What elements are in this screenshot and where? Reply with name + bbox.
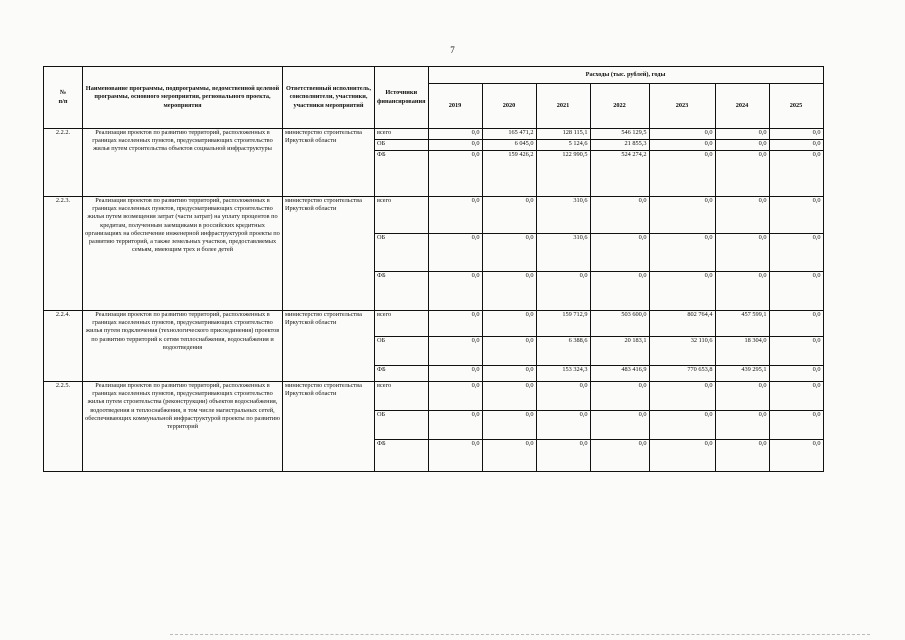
measure-name: Реализация проектов по развитию территорий, расположенных в границах населенных пунктов, предусматривающих строительство жилья путем строительства объектов социальной инфраструктуры [83, 129, 283, 197]
measure-name: Реализация проектов по развитию территорий, расположенных в границах населенных пунктов, предусматривающих строительство жилья путем строительства (реконструкции) объектов водоснабжения, водоотведения и теплоснабжения, в том числе магистральных сетей, обеспечивающих коммунальной инфраструктурой проекты по развитию территорий [83, 382, 283, 472]
executor-cell: министерство строительства Иркутской области [283, 129, 375, 197]
table-row [44, 129, 824, 140]
header-year: 2025 [769, 84, 823, 129]
amount-cell: 770 653,8 [649, 366, 715, 382]
row-index: 2.2.5. [44, 382, 83, 472]
amount-cell: 0,0 [715, 382, 769, 411]
amount-cell: 0,0 [482, 311, 536, 337]
funding-source: всего [375, 197, 429, 234]
executor-cell: министерство строительства Иркутской области [283, 197, 375, 311]
amount-cell: 0,0 [536, 440, 590, 472]
amount-cell: 0,0 [769, 440, 823, 472]
amount-cell: 0,0 [428, 382, 482, 411]
amount-cell: 0,0 [715, 411, 769, 440]
amount-cell: 0,0 [649, 140, 715, 151]
amount-cell: 18 304,0 [715, 337, 769, 366]
header-year: 2021 [536, 84, 590, 129]
amount-cell: 0,0 [428, 140, 482, 151]
amount-cell: 159 712,9 [536, 311, 590, 337]
amount-cell: 0,0 [590, 272, 649, 311]
header-year: 2022 [590, 84, 649, 129]
amount-cell: 0,0 [649, 151, 715, 197]
table-body [44, 129, 824, 472]
amount-cell: 0,0 [590, 197, 649, 234]
amount-cell: 0,0 [428, 440, 482, 472]
amount-cell: 0,0 [649, 197, 715, 234]
amount-cell: 0,0 [482, 197, 536, 234]
header-year: 2023 [649, 84, 715, 129]
amount-cell: 0,0 [715, 234, 769, 272]
funding-source: ОБ [375, 337, 429, 366]
amount-cell: 0,0 [536, 272, 590, 311]
amount-cell: 0,0 [482, 440, 536, 472]
amount-cell: 0,0 [482, 337, 536, 366]
amount-cell: 128 115,1 [536, 129, 590, 140]
funding-source: всего [375, 129, 429, 140]
amount-cell: 159 426,2 [482, 151, 536, 197]
amount-cell: 20 183,1 [590, 337, 649, 366]
executor-cell: министерство строительства Иркутской области [283, 311, 375, 382]
amount-cell: 0,0 [428, 337, 482, 366]
amount-cell: 0,0 [428, 411, 482, 440]
amount-cell: 483 416,9 [590, 366, 649, 382]
amount-cell: 0,0 [769, 311, 823, 337]
amount-cell: 0,0 [482, 411, 536, 440]
table-row [44, 382, 824, 411]
amount-cell: 0,0 [715, 151, 769, 197]
amount-cell: 0,0 [769, 234, 823, 272]
amount-cell: 122 990,5 [536, 151, 590, 197]
amount-cell: 0,0 [428, 272, 482, 311]
funding-source: всего [375, 382, 429, 411]
funding-source: ФБ [375, 366, 429, 382]
page-number: 7 [450, 45, 455, 55]
amount-cell: 0,0 [482, 272, 536, 311]
amount-cell: 0,0 [649, 382, 715, 411]
amount-cell: 524 274,2 [590, 151, 649, 197]
table-row [44, 197, 824, 234]
header-name: Наименование программы, подпрограммы, ведомственной целевой программы, основного мероприятия, регионального проекта, мероприятия [83, 67, 283, 129]
amount-cell: 6 388,6 [536, 337, 590, 366]
header-executor: Ответственный исполнитель, соисполнители, участники, участники мероприятий [283, 67, 375, 129]
amount-cell: 32 110,6 [649, 337, 715, 366]
scan-artifact-line [170, 634, 870, 636]
amount-cell: 0,0 [482, 366, 536, 382]
amount-cell: 0,0 [536, 382, 590, 411]
header-sources: Источники финансирования [375, 67, 429, 129]
header-year: 2019 [428, 84, 482, 129]
amount-cell: 802 764,4 [649, 311, 715, 337]
amount-cell: 165 471,2 [482, 129, 536, 140]
funding-source: ОБ [375, 234, 429, 272]
amount-cell: 0,0 [769, 411, 823, 440]
amount-cell: 0,0 [428, 311, 482, 337]
amount-cell: 0,0 [482, 382, 536, 411]
amount-cell: 0,0 [649, 234, 715, 272]
funding-source: ФБ [375, 151, 429, 197]
amount-cell: 457 599,1 [715, 311, 769, 337]
header-year: 2020 [482, 84, 536, 129]
header-expenses: Расходы (тыс. рублей), годы [428, 67, 823, 84]
amount-cell: 0,0 [428, 197, 482, 234]
amount-cell: 0,0 [590, 382, 649, 411]
row-index: 2.2.3. [44, 197, 83, 311]
amount-cell: 0,0 [482, 234, 536, 272]
amount-cell: 0,0 [649, 129, 715, 140]
funding-source: ФБ [375, 440, 429, 472]
amount-cell: 0,0 [769, 382, 823, 411]
executor-cell: министерство строительства Иркутской области [283, 382, 375, 472]
funding-source: всего [375, 311, 429, 337]
budget-table [43, 66, 824, 472]
header-year: 2024 [715, 84, 769, 129]
amount-cell: 21 855,3 [590, 140, 649, 151]
amount-cell: 0,0 [649, 440, 715, 472]
measure-name: Реализация проектов по развитию территорий, расположенных в границах населенных пунктов, предусматривающих строительство жилья путем подключения (технологического присоединения) проектов по развитию территорий к сетям теплоснабжения, водоснабжения и водоотведения [83, 311, 283, 382]
amount-cell: 0,0 [428, 129, 482, 140]
amount-cell: 0,0 [649, 272, 715, 311]
amount-cell: 0,0 [536, 411, 590, 440]
amount-cell: 0,0 [715, 440, 769, 472]
amount-cell: 0,0 [715, 129, 769, 140]
amount-cell: 0,0 [715, 140, 769, 151]
amount-cell: 0,0 [590, 440, 649, 472]
amount-cell: 439 295,1 [715, 366, 769, 382]
amount-cell: 546 129,5 [590, 129, 649, 140]
funding-source: ОБ [375, 411, 429, 440]
row-index: 2.2.4. [44, 311, 83, 382]
amount-cell: 0,0 [590, 234, 649, 272]
amount-cell: 0,0 [769, 151, 823, 197]
table-row [44, 311, 824, 337]
amount-cell: 503 600,0 [590, 311, 649, 337]
funding-source: ФБ [375, 272, 429, 311]
amount-cell: 310,6 [536, 197, 590, 234]
funding-source: ОБ [375, 140, 429, 151]
amount-cell: 0,0 [769, 366, 823, 382]
amount-cell: 0,0 [428, 151, 482, 197]
amount-cell: 310,6 [536, 234, 590, 272]
amount-cell: 0,0 [715, 272, 769, 311]
amount-cell: 0,0 [769, 272, 823, 311]
amount-cell: 5 124,6 [536, 140, 590, 151]
row-index: 2.2.2. [44, 129, 83, 197]
amount-cell: 0,0 [715, 197, 769, 234]
amount-cell: 0,0 [769, 129, 823, 140]
amount-cell: 0,0 [769, 140, 823, 151]
amount-cell: 0,0 [649, 411, 715, 440]
amount-cell: 0,0 [769, 337, 823, 366]
amount-cell: 153 324,3 [536, 366, 590, 382]
header-num: № п/п [44, 67, 83, 129]
measure-name: Реализация проектов по развитию территорий, расположенных в границах населенных пунктов, предусматривающих строительство жилья путем возмещения затрат (части затрат) на уплату процентов по кредитам, полученным заемщиками в российских кредитных организациях на обеспечение инженерной инфраструктурой проекты по развитию территорий, а также земельных участков, предоставляемых семьям, имеющим трех и более детей [83, 197, 283, 311]
amount-cell: 0,0 [769, 197, 823, 234]
amount-cell: 6 045,0 [482, 140, 536, 151]
amount-cell: 0,0 [428, 234, 482, 272]
amount-cell: 0,0 [428, 366, 482, 382]
amount-cell: 0,0 [590, 411, 649, 440]
